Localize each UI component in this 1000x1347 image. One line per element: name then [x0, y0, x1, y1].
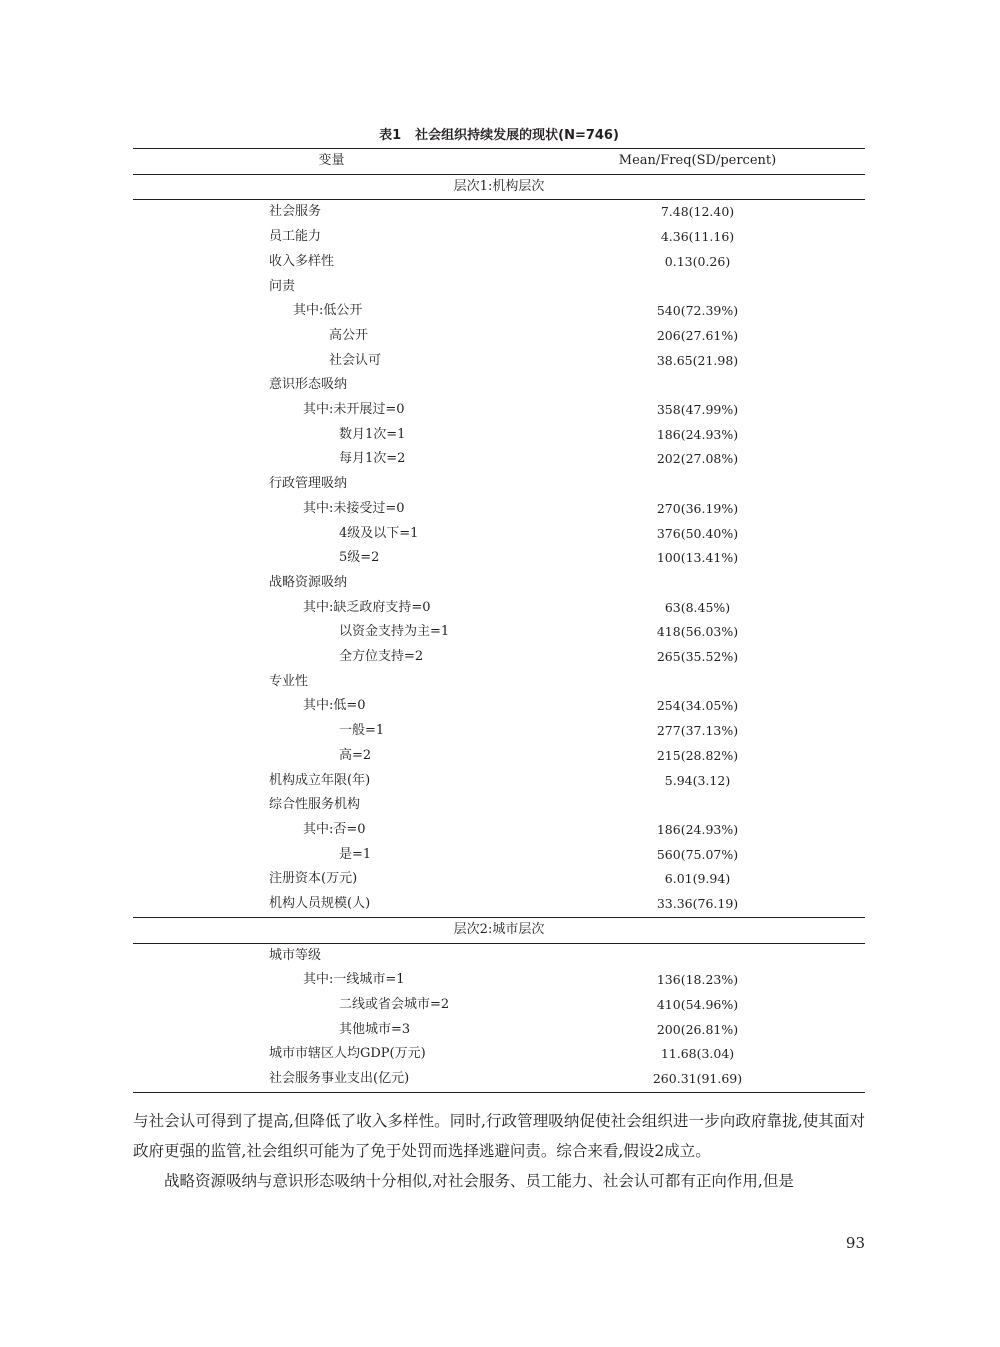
row-value [530, 373, 865, 398]
row-value: 100(13.41%) [656, 550, 739, 566]
row-label: 社会服务 [269, 204, 322, 220]
row-value: 200(26.81%) [656, 1021, 739, 1037]
row-value [530, 793, 865, 818]
table-caption-text: 社会组织持续发展的现状(N=746) [415, 128, 619, 143]
row-value: 277(37.13%) [656, 723, 739, 739]
row-label: 专业性 [269, 673, 309, 689]
row-value: 270(36.19%) [656, 500, 739, 516]
table-row [133, 892, 865, 917]
row-label: 其中:未接受过=0 [303, 500, 405, 516]
table-row [133, 843, 865, 868]
table-row [133, 423, 865, 448]
table-row [133, 1018, 865, 1043]
table-row [133, 1067, 865, 1092]
row-label: 二线或省会城市=2 [339, 996, 450, 1012]
header-value: Mean/Freq(SD/percent) [530, 149, 865, 175]
row-value: 265(35.52%) [656, 649, 739, 665]
row-label: 其中:低公开 [293, 303, 363, 319]
row-value: 0.13(0.26) [664, 253, 731, 269]
row-value [530, 275, 865, 300]
row-value: 63(8.45%) [664, 599, 731, 615]
row-label: 高=2 [339, 747, 372, 763]
row-value: 418(56.03%) [656, 624, 739, 640]
table-row [133, 225, 865, 250]
row-value: 33.36(76.19) [656, 896, 739, 912]
row-label: 机构人员规模(人) [269, 896, 371, 912]
table-row [133, 447, 865, 472]
row-label: 其中:未开展过=0 [303, 402, 405, 418]
table-row [133, 645, 865, 670]
section-title: 层次2:城市层次 [133, 917, 865, 943]
table-row [133, 1042, 865, 1067]
table-row [133, 275, 865, 300]
table-row [133, 299, 865, 324]
table-row [133, 943, 865, 968]
page-number: 93 [845, 1234, 865, 1252]
row-label: 其中:一线城市=1 [303, 972, 405, 988]
row-label: 其中:否=0 [303, 821, 366, 837]
table-row [133, 867, 865, 892]
row-value: 376(50.40%) [656, 525, 739, 541]
row-label: 其他城市=3 [339, 1021, 411, 1037]
row-value: 260.31(91.69) [530, 1067, 865, 1092]
row-value: 11.68(3.04) [660, 1046, 735, 1062]
table-row [133, 719, 865, 744]
row-label: 高公开 [329, 327, 369, 343]
table-row [133, 324, 865, 349]
row-label: 战略资源吸纳 [269, 574, 348, 590]
table-row [133, 818, 865, 843]
row-value: 540(72.39%) [656, 303, 739, 319]
table-header-row [133, 149, 865, 175]
row-label: 综合性服务机构 [269, 797, 361, 813]
body-text [133, 1106, 865, 1196]
row-value: 136(18.23%) [656, 972, 739, 988]
section-title: 层次1:机构层次 [133, 174, 865, 200]
table-row [133, 769, 865, 794]
section-row [133, 917, 865, 943]
row-label: 全方位支持=2 [339, 649, 424, 665]
table-row [133, 993, 865, 1018]
paragraph-2: 战略资源吸纳与意识形态吸纳十分相似,对社会服务、员工能力、社会认可都有正向作用,但是 [164, 1172, 794, 1190]
row-label: 注册资本(万元) [269, 871, 358, 887]
row-value: 254(34.05%) [656, 698, 739, 714]
table-row [133, 250, 865, 275]
table-caption-label: 表1 [379, 128, 402, 143]
row-value [530, 571, 865, 596]
row-label: 收入多样性 [269, 253, 335, 269]
table-row [133, 200, 865, 225]
row-value [530, 472, 865, 497]
table-row [133, 968, 865, 993]
row-value: 4.36(11.16) [660, 229, 735, 245]
row-value: 5.94(3.12) [664, 772, 731, 788]
row-value: 186(24.93%) [656, 426, 739, 442]
table-row [133, 793, 865, 818]
row-label: 城市市辖区人均GDP(万元) [269, 1046, 426, 1062]
row-label: 其中:缺乏政府支持=0 [303, 599, 431, 615]
row-value: 38.65(21.98) [656, 352, 739, 368]
row-label: 以资金支持为主=1 [339, 624, 450, 640]
header-variable: 变量 [133, 149, 530, 175]
table-row [133, 744, 865, 769]
row-value: 410(54.96%) [656, 996, 739, 1012]
row-label: 5级=2 [339, 550, 380, 566]
row-label: 4级及以下=1 [339, 525, 419, 541]
row-value: 186(24.93%) [656, 821, 739, 837]
row-value: 358(47.99%) [656, 402, 739, 418]
row-label: 城市等级 [269, 947, 322, 963]
row-label: 社会认可 [329, 352, 382, 368]
table-row [133, 349, 865, 374]
row-value: 560(75.07%) [656, 846, 739, 862]
table-row [133, 497, 865, 522]
row-label: 数月1次=1 [339, 426, 406, 442]
table-row [133, 546, 865, 571]
row-value [530, 670, 865, 695]
data-table [133, 148, 865, 1093]
table-row [133, 373, 865, 398]
row-value [530, 943, 865, 968]
row-label: 社会服务事业支出(亿元) [133, 1067, 530, 1092]
table-row [133, 571, 865, 596]
row-value: 215(28.82%) [656, 747, 739, 763]
table-row [133, 670, 865, 695]
row-label: 员工能力 [269, 229, 322, 245]
table-row [133, 694, 865, 719]
row-label: 是=1 [339, 846, 372, 862]
row-label: 机构成立年限(年) [269, 772, 371, 788]
row-value: 6.01(9.94) [664, 871, 731, 887]
table-row [133, 522, 865, 547]
table-row [133, 398, 865, 423]
section-row [133, 174, 865, 200]
table-caption [133, 124, 865, 143]
row-label: 一般=1 [339, 723, 385, 739]
row-label: 其中:低=0 [303, 698, 366, 714]
row-label: 问责 [269, 278, 296, 294]
row-value: 202(27.08%) [656, 451, 739, 467]
row-label: 行政管理吸纳 [269, 476, 348, 492]
table-row [133, 596, 865, 621]
row-value: 7.48(12.40) [660, 204, 735, 220]
paragraph-1: 与社会认可得到了提高,但降低了收入多样性。同时,行政管理吸纳促使社会组织进一步向政府靠拢,使其面对政府更强的监管,社会组织可能为了免于处罚而选择逃避问责。综合来看,假设2成立。 [133, 1112, 865, 1160]
row-label: 每月1次=2 [339, 451, 406, 467]
table-row [133, 472, 865, 497]
table-row [133, 620, 865, 645]
row-label: 意识形态吸纳 [269, 377, 348, 393]
row-value: 206(27.61%) [656, 327, 739, 343]
